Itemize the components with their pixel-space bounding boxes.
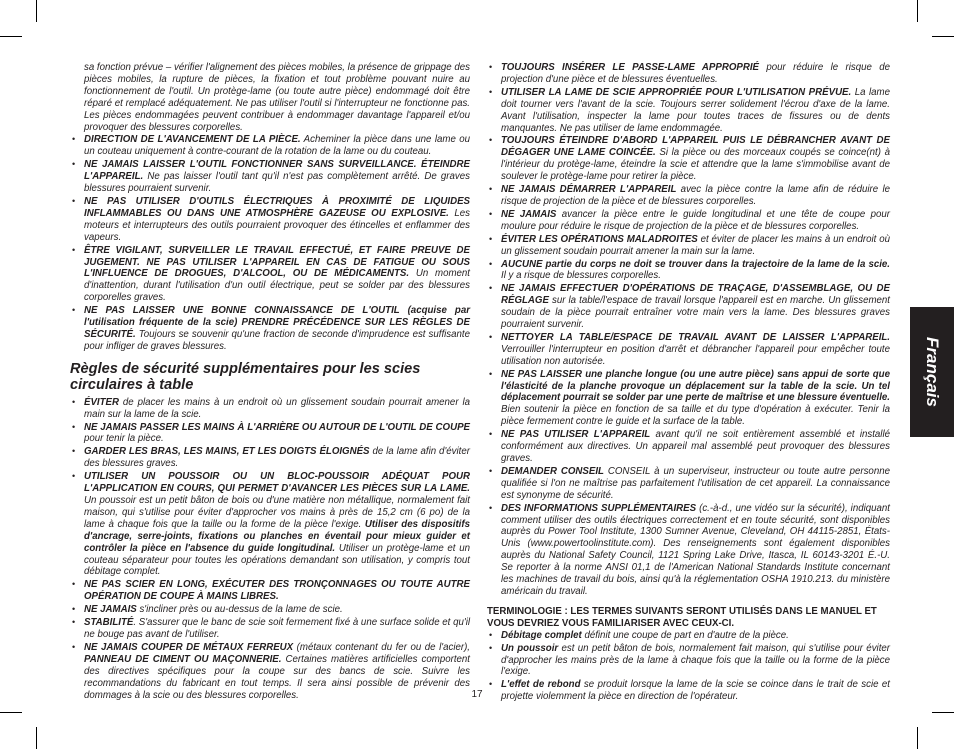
list-item: • NE JAMAIS LAISSER L'OUTIL FONCTIONNER SANS SURVEILLANCE. ÉTEINDRE L'APPAREIL. Ne pas laisser l'outil tant qu'il n'est pas complètement arrêté. De graves blessures pourraient survenir. [70, 159, 470, 195]
list-item: • NE JAMAIS PASSER LES MAINS À L'ARRIÈRE OU AUTOUR DE L'OUTIL DE COUPE pour tenir la pièce. [70, 422, 470, 446]
list-item: • ÉVITER de placer les mains à un endroit où un glissement soudain pourrait amener la main sur la lame de la scie. [70, 397, 470, 421]
section-heading: Règles de sécurité supplémentaires pour les scies circulaires à table [70, 360, 421, 393]
crop-mark [0, 36, 22, 37]
list-item: • AUCUNE partie du corps ne doit se trouver dans la trajectoire de la lame de la scie. Il y a risque de blessures corporelles. [487, 259, 890, 283]
list-item: • NE PAS UTILISER L'APPAREIL avant qu'il ne soit entièrement assemblé et installé conformément aux directives. Un appareil mal assemblé peut provoquer des blessures graves. [487, 429, 890, 465]
terminology-heading: TERMINOLOGIE : LES TERMES SUIVANTS SERONT UTILISÉS DANS LE MANUEL ET VOUS DEVRIEZ VOUS FAMILIARISER AVEC CEUX-CI. [487, 605, 877, 629]
list-item: • UTILISER UN POUSSOIR OU UN BLOC-POUSSOIR ADÉQUAT POUR L'APPLICATION EN COURS, QUI PERMET D'AVANCER LES PIÈCES SUR LA LAME. Un poussoir est un petit bâton de bois ou d'une matière non métallique, normalement fait maison, qui s'utilise pour éviter d'approcher vos mains à près de 15,2 cm (6 po) de la lame à chaque fois que la taille ou la forme de la pièce l'exige. Utiliser des dispositifs d'ancrage, serre-joints, fixations ou planches en éventail pour mieux guider et contrôler la pièce en l'absence du guide longitudinal. Utiliser un protège-lame et un couteau séparateur pour toutes les opérations demandant son utilisation, y compris tout débitage complet. [70, 471, 470, 578]
list-item: • NE JAMAIS COUPER DE MÉTAUX FERREUX (métaux contenant du fer ou de l'acier), PANNEAU DE CIMENT OU MAÇONNERIE. Certaines matières artificielles comportent des directives spécifiques pour la coupe sur des bancs de scie. Suivre les recommandations du fabricant en tout temps. Il sera ainsi possible de prévenir des dommages à la scie ou des blessures corporelles. [70, 642, 470, 702]
list-item: • TOUJOURS INSÉRER LE PASSE-LAME APPROPRIÉ pour réduire le risque de projection d'une pièce et de blessures éventuelles. [487, 62, 890, 86]
list-item: • NE JAMAIS DÉMARRER L'APPAREIL avec la pièce contre la lame afin de réduire le risque de projection de la pièce et de blessures corporelles. [487, 184, 890, 208]
list-item: • UTILISER LA LAME DE SCIE APPROPRIÉE POUR L'UTILISATION PRÉVUE. La lame doit tourner vers l'avant de la scie. Toujours serrer solidement l'écrou d'axe de la lame. Avant l'utilisation, inspecter la lame pour toutes traces de fissures ou de dents manquantes. Ne pas utiliser de lame endommagée. [487, 87, 890, 135]
term-item: • Débitage complet définit une coupe de part en d'autre de la pièce. [487, 630, 890, 642]
term-item: • Un poussoir est un petit bâton de bois, normalement fait maison, qui s'utilise pour éviter d'approcher les mains près de la lame à chaque fois que la taille ou la forme de la pièce l'exige. [487, 643, 890, 679]
list-item: • NE PAS LAISSER UNE BONNE CONNAISSANCE DE L'OUTIL (acquise par l'utilisation fréquente de la scie) PRENDRE PRÉCÉDENCE SUR LES RÈGLES DE SÉCURITÉ. Toujours se souvenir qu'une fraction de seconde d'imprudence est suffisante pour infliger de graves blessures. [70, 305, 470, 353]
language-tab [910, 307, 954, 437]
list-item: • DIRECTION DE L'AVANCEMENT DE LA PIÈCE. Acheminer la pièce dans une lame ou un couteau uniquement à contre-courant de la rotation de la lame ou du couteau. [70, 134, 470, 158]
list-item: • NE PAS SCIER EN LONG, EXÉCUTER DES TRONÇONNAGES OU TOUTE AUTRE OPÉRATION DE COUPE À MAINS LIBRES. [70, 579, 470, 603]
list-item: • DEMANDER CONSEIL CONSEIL à un superviseur, instructeur ou toute autre personne qualifiée si l'on ne maîtrise pas parfaitement l'utilisation de cet appareil. La connaissance est synonyme de sécurité. [487, 466, 890, 502]
term-item: • L'effet de rebond se produit lorsque la lame de la scie se coince dans le trait de scie et projette violemment la pièce en direction de l'opérateur. [487, 679, 890, 703]
crop-mark [0, 712, 22, 713]
crop-mark [932, 36, 954, 37]
list-item: • TOUJOURS ÉTEINDRE D'ABORD L'APPAREIL PUIS LE DÉBRANCHER AVANT DE DÉGAGER UNE LAME COINCÉE. Si la pièce ou des morceaux coupés se coince(nt) à l'intérieur du protège-lame, éteindre la scie et attendre que la lame s'immobilise avant de soulever le protège-lame pour retirer la pièce. [487, 135, 890, 183]
crop-mark [932, 712, 954, 713]
list-item: • ÉVITER LES OPÉRATIONS MALADROITES et éviter de placer les mains à un endroit où un glissement soudain pourrait amener la main sur la lame. [487, 234, 890, 258]
list-item: • NE PAS UTILISER D'OUTILS ÉLECTRIQUES À PROXIMITÉ DE LIQUIDES INFLAMMABLES OU DANS UNE ATMOSPHÈRE GAZEUSE OU EXPLOSIVE. Les moteurs et interrupteurs des outils pourraient provoquer des étincelles et enflammer des vapeurs. [70, 196, 470, 244]
list-item: • STABILITÉ. S'assurer que le banc de scie soit fermement fixé à une surface solide et qu'il ne bouge pas avant de l'utiliser. [70, 617, 470, 641]
right-column [487, 62, 890, 704]
left-column [70, 62, 470, 702]
list-item: • NE JAMAIS EFFECTUER D'OPÉRATIONS DE TRAÇAGE, D'ASSEMBLAGE, OU DE RÉGLAGE sur la table/l'espace de travail lorsque l'appareil est en marche. Un glissement soudain de la pièce pourrait entraîner votre main vers la lame. Des blessures graves pourraient survenir. [487, 283, 890, 331]
list-item: • NETTOYER LA TABLE/ESPACE DE TRAVAIL AVANT DE LAISSER L'APPAREIL. Verrouiller l'interrupteur en position d'arrêt et débrancher l'appareil pour empêcher toute utilisation non autorisée. [487, 332, 890, 368]
language-tab-label: Français [923, 337, 942, 407]
intro-paragraph: sa fonction prévue – vérifier l'alignement des pièces mobiles, la présence de grippage des pièces mobiles, la rupture de pièces, la fixation et tout problème pouvant nuire au fonctionnement de l'outil. Un protège-lame (ou toute autre pièce) endommagé doit être réparé et remplacé adéquatement. Ne pas utiliser l'outil si l'interrupteur ne fonctionne pas. Les pièces endommagées peuvent contribuer à endommager davantage l'appareil et/ou provoquer des blessures corporelles. [84, 62, 470, 133]
crop-mark [917, 727, 918, 749]
crop-mark [917, 0, 918, 22]
list-item: • NE JAMAIS avancer la pièce entre le guide longitudinal et une tête de coupe pour moulure pour réduire le risque de projection de la pièce et de blessures corporelles. [487, 209, 890, 233]
page-number: 17 [471, 689, 483, 700]
list-item: • NE PAS LAISSER une planche longue (ou une autre pièce) sans appui de sorte que l'élasticité de la planche provoque un déplacement sur la table de la scie. Un tel déplacement pourrait se solder par une perte de maîtrise et une blessure éventuelle. Bien soutenir la pièce en fonction de sa taille et du type d'opération à exécuter. Tenir la pièce fermement contre le guide et la surface de la table. [487, 369, 890, 429]
crop-mark [36, 0, 37, 22]
list-item: • DES INFORMATIONS SUPPLÉMENTAIRES (c.-à-d., une vidéo sur la sécurité), indiquant comment utiliser des outils électriques correctement et en toute sécurité, sont disponibles auprès du Power Tool Institute, 1300 Sumner Avenue, Cleveland, OH 44115-2851, États-Unis (www.powertoolinstitute.com). Des renseignements sont également disponibles auprès du National Safety Council, 1121 Spring Lake Drive, Itasca, IL 60143-3201 É.-U. Se reporter à la norme ANSI 01,1 de l'American National Standards Institute concernant les machines de travail du bois, ainsi qu'à la réglementation OSHA 1910.213. du ministère américain du travail. [487, 503, 890, 598]
list-item: • GARDER LES BRAS, LES MAINS, ET LES DOIGTS ÉLOIGNÉS de la lame afin d'éviter des blessures graves. [70, 446, 470, 470]
list-item: • NE JAMAIS s'incliner près ou au-dessus de la lame de scie. [70, 604, 470, 616]
crop-mark [36, 727, 37, 749]
list-item: • ÊTRE VIGILANT, SURVEILLER LE TRAVAIL EFFECTUÉ, ET FAIRE PREUVE DE JUGEMENT. NE PAS UTILISER L'APPAREIL EN CAS DE FATIGUE OU SOUS L'INFLUENCE DE DROGUES, D'ALCOOL, OU DE MÉDICAMENTS. Un moment d'inattention, durant l'utilisation d'un outil électrique, peut se solder par des blessures corporelles graves. [70, 245, 470, 305]
